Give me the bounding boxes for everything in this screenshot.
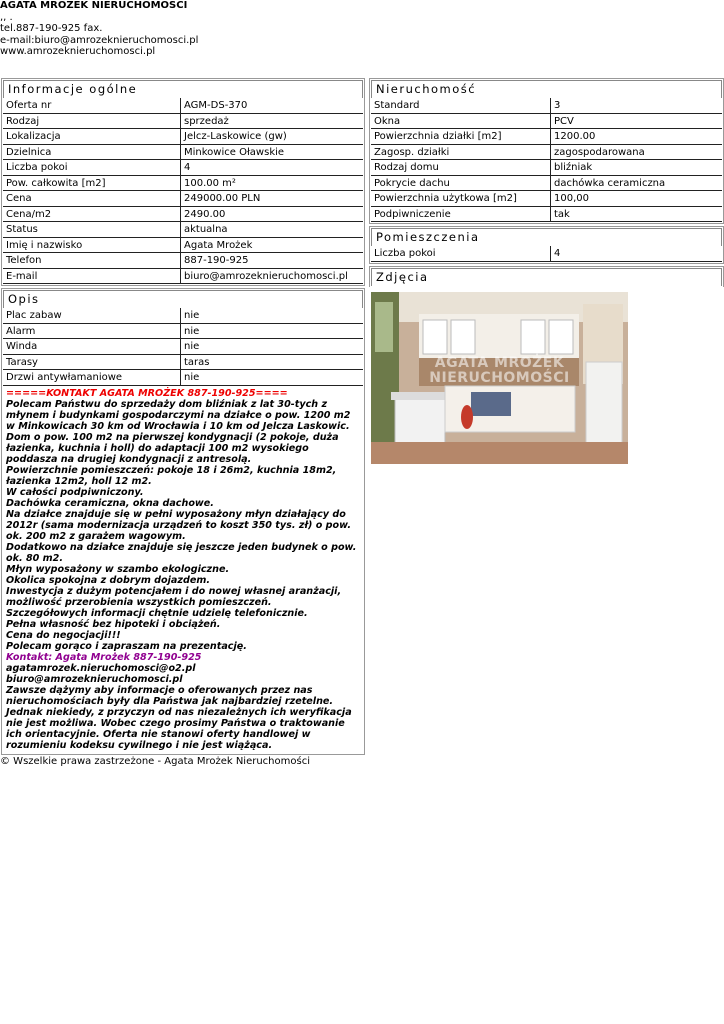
table-row bbox=[371, 191, 722, 207]
table-row bbox=[371, 207, 722, 223]
website-line: www.amrozeknieruchomosci.pl bbox=[0, 46, 156, 57]
field-label: Liczba pokoi bbox=[371, 246, 551, 262]
field-label: Liczba pokoi bbox=[3, 160, 181, 176]
address-line: ,, . bbox=[0, 11, 13, 23]
table-row bbox=[3, 191, 363, 207]
general-info-section bbox=[1, 78, 365, 286]
table-row bbox=[3, 160, 363, 176]
field-value: 3 bbox=[551, 98, 722, 114]
description-section bbox=[1, 288, 365, 755]
watermark-line-2: NIERUCHOMOŚCI bbox=[429, 370, 570, 386]
table-row bbox=[371, 129, 722, 145]
description-paragraph: Cena do negocjacji!!! bbox=[6, 629, 121, 641]
field-label: Rodzaj domu bbox=[371, 160, 551, 176]
amenities-table bbox=[3, 308, 363, 386]
field-label: Rodzaj bbox=[3, 114, 181, 130]
field-value: 249000.00 PLN bbox=[181, 191, 363, 207]
field-value: Agata Mrożek bbox=[181, 238, 363, 254]
description-paragraph: Pełna własność bez hipoteki i obciążeń. bbox=[6, 618, 221, 630]
field-label: Podpiwniczenie bbox=[371, 207, 551, 223]
field-label: Pow. całkowita [m2] bbox=[3, 176, 181, 192]
field-label: Telefon bbox=[3, 253, 181, 269]
field-label: Powierzchnia użytkowa [m2] bbox=[371, 191, 551, 207]
description-paragraph: Młyn wyposażony w szambo ekologiczne. bbox=[6, 563, 230, 575]
description-text bbox=[3, 386, 363, 753]
field-value: 887-190-925 bbox=[181, 253, 363, 269]
field-value: taras bbox=[181, 355, 363, 371]
field-value: Jelcz-Laskowice (gw) bbox=[181, 129, 363, 145]
field-label: Oferta nr bbox=[3, 98, 181, 114]
general-info-table bbox=[3, 98, 363, 284]
contact-line: Kontakt: Agata Mrożek 887-190-925 bbox=[6, 651, 202, 663]
contact-email-1: agatamrozek.nieruchomosci@o2.pl bbox=[6, 662, 196, 674]
field-label: Dzielnica bbox=[3, 145, 181, 161]
field-value: AGM-DS-370 bbox=[181, 98, 363, 114]
field-value: PCV bbox=[551, 114, 722, 130]
field-label: Zagosp. działki bbox=[371, 145, 551, 161]
table-row bbox=[3, 114, 363, 130]
field-value: bliźniak bbox=[551, 160, 722, 176]
section-title-general: Informacje ogólne bbox=[3, 80, 363, 98]
contact-email-2: biuro@amrozeknieruchomosci.pl bbox=[6, 673, 183, 685]
rooms-section bbox=[369, 226, 724, 264]
copyright-footer: © Wszelkie prawa zastrzeżone - Agata Mrożek Nieruchomości bbox=[0, 756, 310, 767]
field-value: nie bbox=[181, 370, 363, 386]
field-value: aktualna bbox=[181, 222, 363, 238]
field-value: 100,00 bbox=[551, 191, 722, 207]
table-row bbox=[371, 114, 722, 130]
table-row bbox=[3, 339, 363, 355]
field-value: nie bbox=[181, 339, 363, 355]
field-label: Plac zabaw bbox=[3, 308, 181, 324]
description-paragraph: Dom o pow. 100 m2 na pierwszej kondygnacji (2 pokoje, duża łazienka, kuchnia i holl) do adaptacji 100 m2 wysokiego poddasza na drugiej kondygnacji z antresolą. bbox=[6, 431, 339, 465]
description-paragraph: Dachówka ceramiczna, okna dachowe. bbox=[6, 497, 214, 509]
section-title-photos: Zdjęcia bbox=[371, 268, 722, 286]
table-row bbox=[3, 370, 363, 386]
field-label: Tarasy bbox=[3, 355, 181, 371]
table-row bbox=[3, 176, 363, 192]
description-paragraph: Dodatkowo na działce znajduje się jeszcze jeden budynek o pow. ok. 80 m2. bbox=[6, 541, 357, 564]
office-header bbox=[0, 0, 198, 58]
field-label: Okna bbox=[371, 114, 551, 130]
table-row bbox=[3, 324, 363, 340]
field-value: 1200.00 bbox=[551, 129, 722, 145]
field-value: 2490.00 bbox=[181, 207, 363, 223]
field-label: E-mail bbox=[3, 269, 181, 285]
email-line: e-mail:biuro@amrozeknieruchomosci.pl bbox=[0, 34, 199, 46]
contact-banner: =====KONTAKT AGATA MROŻEK 887-190-925==== bbox=[6, 387, 288, 399]
description-paragraph: Okolica spokojna z dobrym dojazdem. bbox=[6, 574, 210, 586]
field-value: nie bbox=[181, 308, 363, 324]
field-value: dachówka ceramiczna bbox=[551, 176, 722, 192]
description-paragraph: Inwestycja z dużym potencjałem i do nowej własnej aranżacji, możliwość przerobienia wszystkich pomieszczeń. bbox=[6, 585, 342, 608]
description-paragraph: W całości podpiwniczony. bbox=[6, 486, 144, 498]
field-value: Minkowice Oławskie bbox=[181, 145, 363, 161]
disclaimer-text: Zawsze dążymy aby informacje o oferowanych przez nas nieruchomościach były dla Państwa jak najbardziej rzetelne. Jednak niekiedy, z przyczyn od nas niezależnych ich weryfikacja nie jest możliwa. Wobec czego prosimy Państwa o traktowanie ich orientacyjnie. Oferta nie stanowi oferty handlowej w rozumieniu kodeksu cywilnego i nie jest wiążąca. bbox=[6, 684, 352, 751]
rooms-table bbox=[371, 246, 722, 262]
description-paragraph: Powierzchnie pomieszczeń: pokoje 18 i 26m2, kuchnia 18m2, łazienka 12m2, holl 12 m2. bbox=[6, 464, 337, 487]
description-paragraph: Szczegółowych informacji chętnie udzielę telefonicznie. bbox=[6, 607, 308, 619]
field-label: Winda bbox=[3, 339, 181, 355]
table-row bbox=[371, 98, 722, 114]
phone-line: tel.887-190-925 fax. bbox=[0, 23, 103, 34]
field-value: nie bbox=[181, 324, 363, 340]
section-title-property: Nieruchomość bbox=[371, 80, 722, 98]
table-row bbox=[3, 238, 363, 254]
watermark-line-1: AGATA MROŻEK bbox=[434, 355, 565, 371]
table-row bbox=[371, 145, 722, 161]
table-row bbox=[3, 222, 363, 238]
field-label: Powierzchnia działki [m2] bbox=[371, 129, 551, 145]
field-label: Cena/m2 bbox=[3, 207, 181, 223]
table-row bbox=[3, 355, 363, 371]
description-paragraph: Polecam Państwu do sprzedaży dom bliźniak z lat 30-tych z młynem i budynkami gospodarczymi na działce o pow. 1200 m2 w Minkowicach 30 km od Wrocławia i 10 km od Jelcza Laskowic. bbox=[6, 398, 351, 432]
description-paragraph: Polecam gorąco i zapraszam na prezentację. bbox=[6, 640, 247, 652]
section-title-rooms: Pomieszczenia bbox=[371, 228, 722, 246]
field-value: 100.00 m² bbox=[181, 176, 363, 192]
field-value: 4 bbox=[551, 246, 722, 262]
field-label: Pokrycie dachu bbox=[371, 176, 551, 192]
left-column bbox=[1, 78, 365, 757]
field-label: Cena bbox=[3, 191, 181, 207]
field-value: 4 bbox=[181, 160, 363, 176]
field-label: Lokalizacja bbox=[3, 129, 181, 145]
company-name: AGATA MROŻEK NIERUCHOMOŚCI bbox=[0, 0, 188, 11]
table-row bbox=[3, 308, 363, 324]
field-label: Standard bbox=[371, 98, 551, 114]
photo-watermark bbox=[371, 356, 628, 386]
table-row bbox=[371, 160, 722, 176]
table-row bbox=[371, 176, 722, 192]
table-row bbox=[371, 246, 722, 262]
table-row bbox=[3, 269, 363, 285]
table-row bbox=[3, 145, 363, 161]
property-photo[interactable] bbox=[371, 292, 628, 464]
table-row bbox=[3, 207, 363, 223]
photos-section bbox=[369, 266, 724, 287]
field-label: Status bbox=[3, 222, 181, 238]
field-label: Alarm bbox=[3, 324, 181, 340]
field-label: Imię i nazwisko bbox=[3, 238, 181, 254]
field-value: zagospodarowana bbox=[551, 145, 722, 161]
field-value: tak bbox=[551, 207, 722, 223]
right-column bbox=[369, 78, 724, 289]
field-value: biuro@amrozeknieruchomosci.pl bbox=[181, 269, 363, 285]
table-row bbox=[3, 98, 363, 114]
property-section bbox=[369, 78, 724, 224]
section-title-opis: Opis bbox=[3, 290, 363, 308]
description-paragraph: Na działce znajduje się w pełni wyposażony młyn działający do 2012r (sama modernizacja urządzeń to koszt 350 tys. zł) o pow. ok. 200 m2 z garażem wagowym. bbox=[6, 508, 352, 542]
field-label: Drzwi antywłamaniowe bbox=[3, 370, 181, 386]
table-row bbox=[3, 129, 363, 145]
field-value: sprzedaż bbox=[181, 114, 363, 130]
property-table bbox=[371, 98, 722, 222]
table-row bbox=[3, 253, 363, 269]
